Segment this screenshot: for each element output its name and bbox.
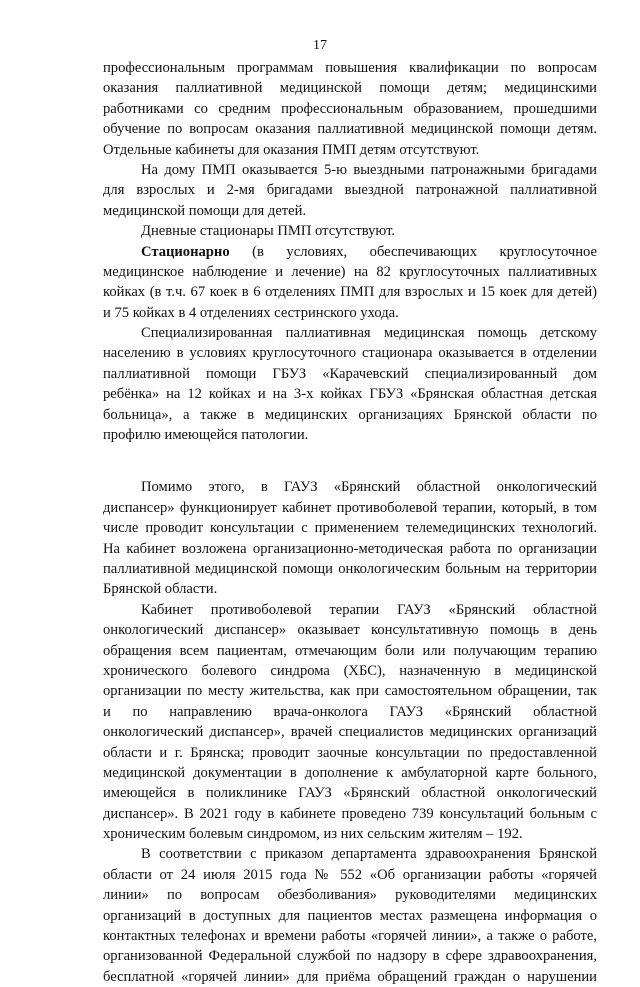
- text-line: хронического болевого синдрома (ХБС), назначенную в медицинской: [103, 662, 597, 679]
- paragraph-gap: [103, 445, 597, 477]
- text-line: Отдельные кабинеты для оказания ПМП детям отсутствуют.: [103, 141, 480, 158]
- text-line: койках (в т.ч. 67 коек в 6 отделениях ПМП для взрослых и 15 коек для детей): [103, 284, 597, 301]
- text-line: и 75 койках в 4 отделениях сестринского ухода.: [103, 304, 399, 321]
- text-line: организации по месту жительства, как при самостоятельном обращении, так: [103, 683, 597, 700]
- text-line: Дневные стационары ПМП отсутствуют.: [141, 223, 396, 240]
- text-line: имеющейся в поликлинике ГАУЗ «Брянский областной онкологический: [103, 785, 597, 802]
- text-line: числе проводит консультации с применением телемедицинских технологий.: [103, 520, 597, 537]
- text-line: диспансер» функционирует кабинет противоболевой терапии, который, в том: [103, 499, 597, 516]
- text-line: контактных телефонах и времени работы «горячей линии», а также о работе,: [103, 928, 597, 945]
- text-line: обращения всем пациентам, отмечающим боли или получающим терапию: [103, 642, 597, 659]
- text-line: линии» по вопросам обезболивания» руководителями медицинских: [103, 887, 597, 904]
- text-line: диспансер». В 2021 году в кабинете проведено 739 консультаций больным с: [103, 805, 597, 822]
- text-line: области от 24 июля 2015 года № 552 «Об организации работы «горячей: [103, 866, 597, 883]
- text-line: и по направлению врача-онколога ГАУЗ «Брянский областной: [103, 703, 597, 720]
- text-line: профилю имеющейся патологии.: [103, 427, 309, 444]
- text-line: ребёнка» на 12 койках и на 3-х койках ГБУЗ «Брянская областная детская: [103, 386, 597, 403]
- text-line: В соответствии с приказом департамента здравоохранения Брянской: [141, 846, 597, 863]
- text-line: Кабинет противоболевой терапии ГАУЗ «Брянский областной: [141, 601, 597, 618]
- text-line: для взрослых и 2-мя бригадами выездной патронажной паллиативной: [103, 182, 597, 199]
- text-line: профессиональным программам повышения квалификации по вопросам: [103, 60, 597, 76]
- text-line: медицинское наблюдение и лечение) на 82 круглосуточных паллиативных: [103, 263, 597, 280]
- text-line: паллиативной медицинской помощи онкологическим больным на территории: [103, 560, 597, 577]
- text-line: организованной Федеральной службой по надзору в сфере здравоохранения,: [103, 948, 597, 965]
- document-body: [103, 58, 597, 987]
- text-line: [103, 242, 597, 262]
- bold-term: Стационарно: [141, 243, 230, 260]
- text-line: организаций в доступных для пациентов местах размещена информация о: [103, 907, 597, 924]
- text-line: Брянской области.: [103, 581, 218, 598]
- text-line: Специализированная паллиативная медицинская помощь детскому: [141, 325, 597, 342]
- text-line: онкологический диспансер» оказывает консультативную помощь в день: [103, 622, 597, 639]
- text-line: населению в условиях круглосуточного стационара оказывается в отделении: [103, 345, 597, 362]
- text-line: паллиативной помощи ГБУЗ «Карачевский специализированный дом: [103, 365, 597, 382]
- text-line: Помимо этого, в ГАУЗ «Брянский областной онкологический: [141, 479, 597, 496]
- text-line: хроническим болевым синдромом, из них сельским жителям – 192.: [103, 826, 523, 843]
- text-line: обучение по вопросам оказания паллиативной медицинской помощи детям.: [103, 121, 597, 138]
- text-line: работниками со средним профессиональным образованием, прошедшими: [103, 100, 597, 117]
- text-line: На дому ПМП оказывается 5-ю выездными патронажными бригадами: [141, 161, 597, 178]
- text-line: медицинской документации в дополнение к амбулаторной карте больного,: [103, 764, 597, 781]
- text-line: бесплатной «горячей линии» для приёма обращений граждан о нарушении: [103, 968, 597, 985]
- text-line: оказания паллиативной медицинской помощи детям; медицинскими: [103, 80, 597, 97]
- text-line: На кабинет возложена организационно-методическая работа по организации: [103, 540, 597, 557]
- text-line: онкологический диспансер», врачей специалистов медицинских организаций: [103, 724, 597, 741]
- text-line: медицинской помощи для детей.: [103, 202, 307, 219]
- text-line: больница», а также в медицинских организациях Брянской области по: [103, 406, 597, 423]
- page-number: 17: [313, 38, 327, 53]
- text-line: области и г. Брянска; проводит заочные консультации по предоставленной: [103, 744, 597, 761]
- text-fragment: (в условиях, обеспечивающих круглосуточное: [252, 243, 597, 260]
